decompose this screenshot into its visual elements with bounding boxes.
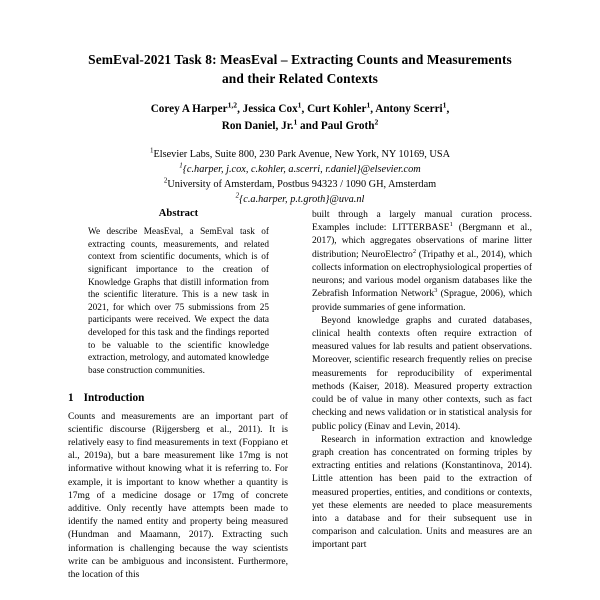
paragraph: built through a largely manual curation process. Examples include: LITTERBASE$^1$ (Bergmann et al., 2017), which aggregates observations of marine litter distribution; NeuroElectro$^2$ (Tripathy et al., 2014), which collects information on electrophysiological properties of neurons; and various model organism databases like the Zebrafish Information Network$^3$ (Sprague, 2006), which provide summaries of gene information.	[312, 209, 532, 313]
author-affiliation-marker: 1	[442, 100, 447, 110]
paragraph: Research in information extraction and knowledge graph creation has concentrated on forming triples by extracting entities and relations (Konstantinova, 2014). Little attention has been paid to the extraction of measured properties, entities, and conditions or contexts, yet these elements are needed to place measurements into a database and for their subsequent use in comparison and calculation. Units and measures are an important part	[312, 433, 532, 551]
introduction-body	[68, 410, 288, 582]
two-column-body	[0, 208, 600, 600]
column-right	[312, 208, 532, 600]
author-name: Curt Kohler	[307, 103, 367, 116]
abstract-text: We describe MeasEval, a SemEval task of extracting counts, measurements, and related context from scientific documents, which is of significant importance to the creation of Knowledge Graphs that distill information from the scientific literature. This is a new task in 2021, for which over 75 submissions from 25 participants were received. We expect the data developed for this task and the findings reported to be valuable to the scientific knowledge extraction, metrology, and automated knowledge base construction communities.	[88, 227, 269, 376]
page-title	[62, 50, 538, 88]
paper-title-line-1: SemEval-2021 Task 8: MeasEval – Extracting Counts and Measurements	[88, 52, 512, 67]
right-column-body	[312, 208, 532, 552]
section-number: 1	[68, 391, 74, 404]
author-name: Corey A Harper	[150, 103, 228, 116]
column-left	[68, 208, 288, 600]
author-affiliation-marker: 2	[374, 117, 379, 127]
affiliation-text: {c.harper, j.cox, c.kohler, a.scerri, r.daniel}@elsevier.com	[182, 164, 421, 176]
author-affiliation-marker: 1	[366, 100, 371, 110]
title-block	[0, 0, 600, 207]
affiliation-marker: 1	[179, 161, 183, 170]
abstract-section	[68, 208, 288, 378]
footnote-marker: 3	[434, 287, 438, 295]
affiliation-block	[62, 147, 538, 207]
affiliation-email	[62, 162, 538, 177]
author-line-2: Ron Daniel, Jr.$^1$ and Paul Groth$^2$	[221, 117, 379, 133]
author-affiliation-marker: 1	[293, 117, 298, 127]
paragraph: Beyond knowledge graphs and curated databases, clinical health contexts often require extraction of measured values for lab results and patient observations. Moreover, scientific research frequently relies on precise measurements for reproducibility of experimental methods (Kaiser, 2018). Measured property extraction could be of value in many other contexts, such as fact checking and news validation or in statistical analysis for public policy (Einav and Levin, 2014).	[312, 314, 532, 432]
affiliation-text: {c.a.harper, p.t.groth}@uva.nl	[239, 194, 365, 206]
affiliation-email	[62, 192, 538, 207]
author-name: Paul Groth	[320, 120, 375, 133]
section-heading-introduction	[68, 392, 288, 404]
affiliation-marker: 2	[235, 191, 240, 200]
section-title: Introduction	[83, 391, 145, 404]
affiliation-text: Elsevier Labs, Suite 800, 230 Park Avenue, New York, NY 10169, USA	[153, 149, 451, 161]
author-name: Jessica Cox	[242, 103, 298, 116]
abstract-heading: Abstract	[158, 208, 199, 219]
paragraph: Counts and measurements are an important part of scientific discourse (Rijgersberg et al., 2011). It is relatively easy to find measurements in text (Foppiano et al., 2019a), but a bare measurement like 17mg is not informative without knowing what it is referring to. For example, it is important to know whether a quantity is 17mg of a medicine dosage or 17mg of concrete additive. Only recently have attempts been made to identify the named entity and property being measured (Hundman and Maamann, 2017). Extracting such information is challenging because the way scientists write can be ambiguous and inconsistent. Furthermore, the location of this	[68, 410, 288, 581]
affiliation-marker: 2	[163, 176, 168, 185]
paper-title-line-2: and their Related Contexts	[222, 71, 378, 87]
author-affiliation-marker: 1,2	[227, 100, 238, 110]
affiliation-marker: 1	[149, 146, 154, 155]
author-affiliation-marker: 1	[297, 100, 302, 110]
author-line-1: Corey A Harper$^{1,2}$, Jessica Cox$^1$, Curt Kohler$^1$, Antony Scerri$^1$,	[150, 100, 450, 116]
author-name: Ron Daniel, Jr.	[221, 120, 294, 133]
footnote-marker: 1	[449, 221, 453, 229]
affiliation-address	[62, 177, 538, 192]
author-list	[62, 101, 538, 135]
footnote-marker: 2	[412, 247, 417, 255]
affiliation-text: University of Amsterdam, Postbus 94323 / 1090 GH, Amsterdam	[167, 179, 437, 191]
affiliation-address	[62, 147, 538, 162]
author-name: Antony Scerri	[375, 103, 443, 116]
